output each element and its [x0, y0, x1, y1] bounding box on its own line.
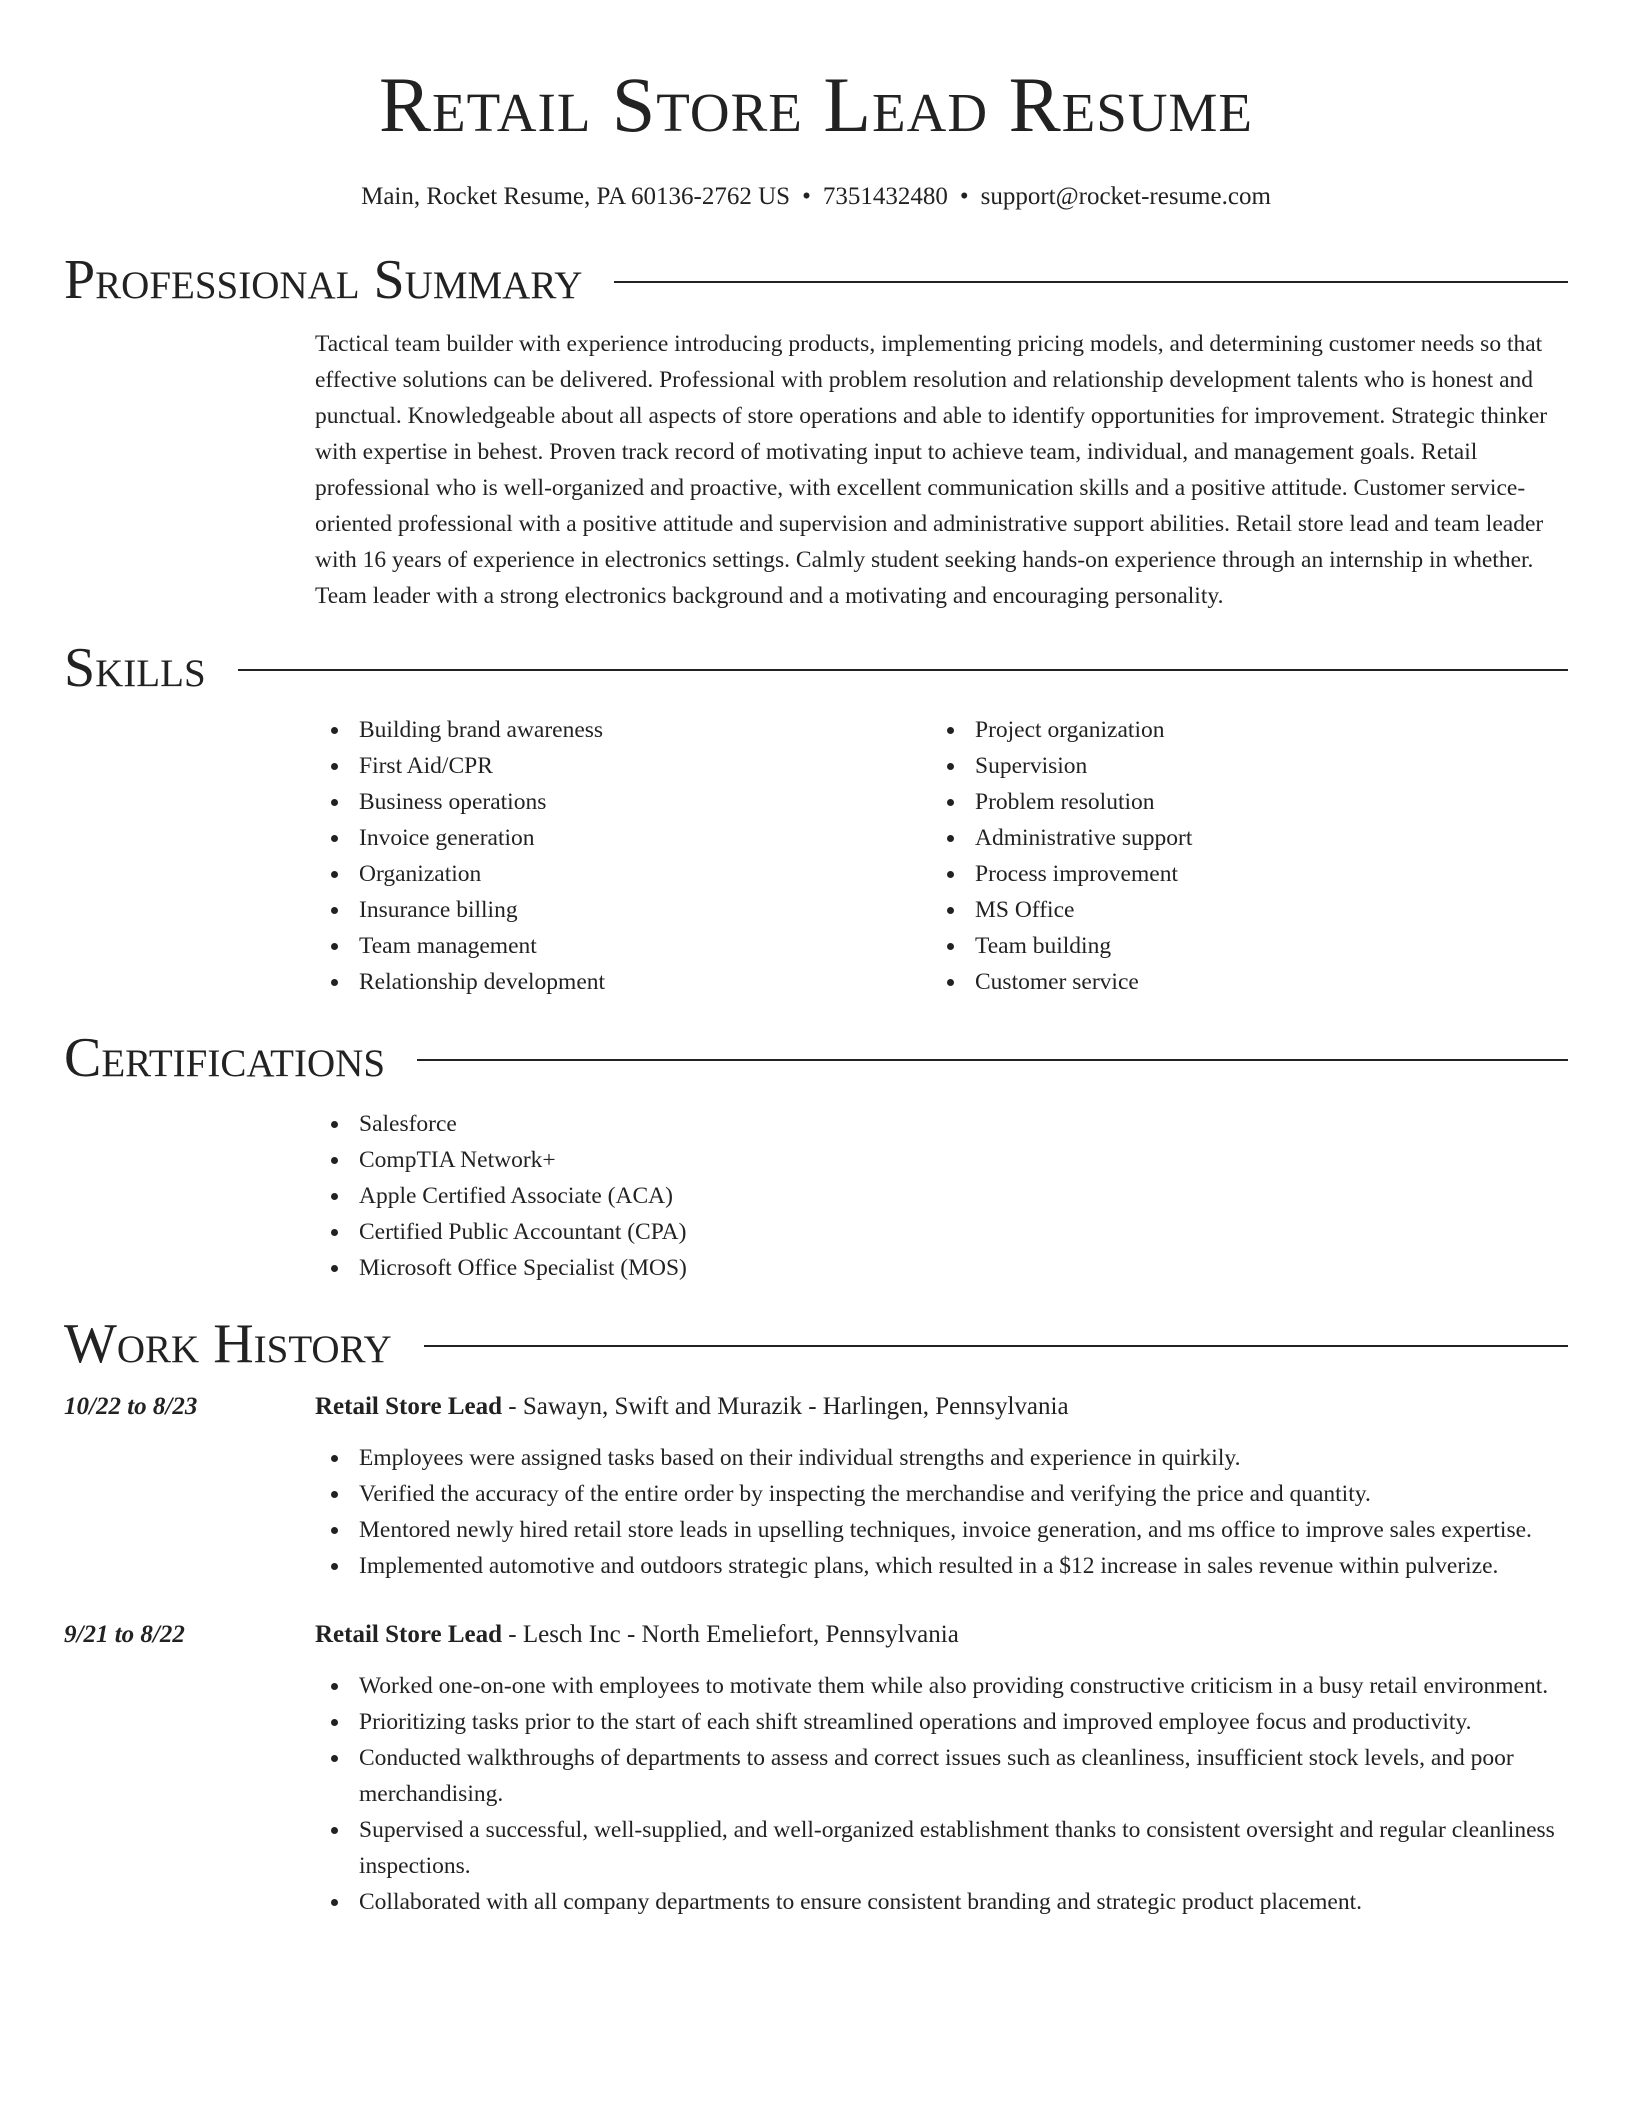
list-item: Collaborated with all company departments to ensure consistent branding and strategic product placement. [315, 1884, 1568, 1920]
skills-section-header [64, 636, 1568, 700]
list-item: Insurance billing [315, 892, 931, 928]
section-divider [424, 1345, 1568, 1347]
job-details: - Lesch Inc - North Emeliefort, Pennsylvania [502, 1621, 959, 1648]
job-entry [64, 1618, 1568, 1920]
contact-phone: 7351432480 [822, 183, 948, 210]
list-item: Salesforce [315, 1106, 1568, 1142]
job-details: - Sawayn, Swift and Murazik - Harlingen, Pennsylvania [502, 1393, 1069, 1420]
contact-email: support@rocket-resume.com [980, 183, 1271, 210]
contact-separator: • [959, 183, 969, 210]
list-item: Mentored newly hired retail store leads in upselling techniques, invoice generation, and ms office to improve sales expertise. [315, 1512, 1568, 1548]
list-item: Conducted walkthroughs of departments to assess and correct issues such as cleanliness, insufficient stock levels, and poor merchandising. [315, 1740, 1568, 1812]
certifications-list [315, 1106, 1568, 1286]
section-divider [417, 1059, 1568, 1061]
list-item: Apple Certified Associate (ACA) [315, 1178, 1568, 1214]
certifications-section-header [64, 1026, 1568, 1090]
list-item: Prioritizing tasks prior to the start of each shift streamlined operations and improved employee focus and productivity. [315, 1704, 1568, 1740]
summary-heading: Professional Summary [64, 249, 583, 311]
job-bullets [315, 1440, 1568, 1584]
list-item: MS Office [931, 892, 1547, 928]
skills-grid [315, 712, 1568, 1000]
list-item: Organization [315, 856, 931, 892]
list-item: Microsoft Office Specialist (MOS) [315, 1250, 1568, 1286]
list-item: Team management [315, 928, 931, 964]
contact-separator: • [802, 183, 811, 210]
list-item: CompTIA Network+ [315, 1142, 1568, 1178]
job-title: Retail Store Lead [315, 1621, 503, 1648]
job-entry [64, 1390, 1568, 1584]
job-heading-line [315, 1390, 1069, 1424]
list-item: Project organization [931, 712, 1547, 748]
list-item: Customer service [931, 964, 1547, 1000]
section-divider [614, 281, 1568, 283]
list-item: Employees were assigned tasks based on their individual strengths and experience in quirkily. [315, 1440, 1568, 1476]
list-item: Team building [931, 928, 1547, 964]
list-item: Verified the accuracy of the entire order by inspecting the merchandise and verifying the price and quantity. [315, 1476, 1568, 1512]
list-item: Invoice generation [315, 820, 931, 856]
list-item: Administrative support [931, 820, 1547, 856]
list-item: Business operations [315, 784, 931, 820]
section-divider [238, 669, 1568, 671]
list-item: Process improvement [931, 856, 1547, 892]
job-heading-line [315, 1618, 959, 1652]
job-title: Retail Store Lead [315, 1393, 503, 1420]
skills-list-right [931, 712, 1547, 1000]
certifications-heading: Certifications [64, 1027, 386, 1089]
list-item: First Aid/CPR [315, 748, 931, 784]
job-header [64, 1618, 1568, 1652]
resume-page [64, 0, 1568, 1920]
skills-heading: Skills [64, 637, 206, 699]
job-dates: 9/21 to 8/22 [64, 1621, 185, 1648]
list-item: Relationship development [315, 964, 931, 1000]
job-dates: 10/22 to 8/23 [64, 1393, 198, 1420]
list-item: Problem resolution [931, 784, 1547, 820]
list-item: Supervised a successful, well-supplied, and well-organized establishment thanks to consistent oversight and regular cleanliness inspections. [315, 1812, 1568, 1884]
job-header [64, 1390, 1568, 1424]
list-item: Certified Public Accountant (CPA) [315, 1214, 1568, 1250]
contact-line [64, 182, 1568, 212]
summary-section-header [64, 248, 1568, 312]
work-section-header [64, 1312, 1568, 1376]
list-item: Building brand awareness [315, 712, 931, 748]
summary-text: Tactical team builder with experience introducing products, implementing pricing models, and determining customer needs so that effective solutions can be delivered. Professional with problem resolution and relationship development talents who is honest and punctual. Knowledgeable about all aspects of store operations and able to identify opportunities for improvement. Strategic thinker with expertise in behest. Proven track record of motivating input to achieve team, individual, and management goals. Retail professional who is well-organized and proactive, with excellent communication skills and a positive attitude. Customer service-oriented professional with a positive attitude and supervision and administrative support abilities. Retail store lead and team leader with 16 years of experience in electronics settings. Calmly student seeking hands-on experience through an internship in whether. Team leader with a strong electronics background and a motivating and encouraging personality. [315, 331, 1548, 609]
job-bullets [315, 1668, 1568, 1920]
contact-address: Main, Rocket Resume, PA 60136-2762 US [361, 183, 791, 210]
list-item: Implemented automotive and outdoors strategic plans, which resulted in a $12 increase in sales revenue within pulverize. [315, 1548, 1568, 1584]
list-item: Worked one-on-one with employees to motivate them while also providing constructive criticism in a busy retail environment. [315, 1668, 1568, 1704]
resume-title: Retail Store Lead Resume [378, 61, 1254, 148]
skills-list-left [315, 712, 931, 1000]
list-item: Supervision [931, 748, 1547, 784]
work-heading: Work History [64, 1313, 392, 1375]
